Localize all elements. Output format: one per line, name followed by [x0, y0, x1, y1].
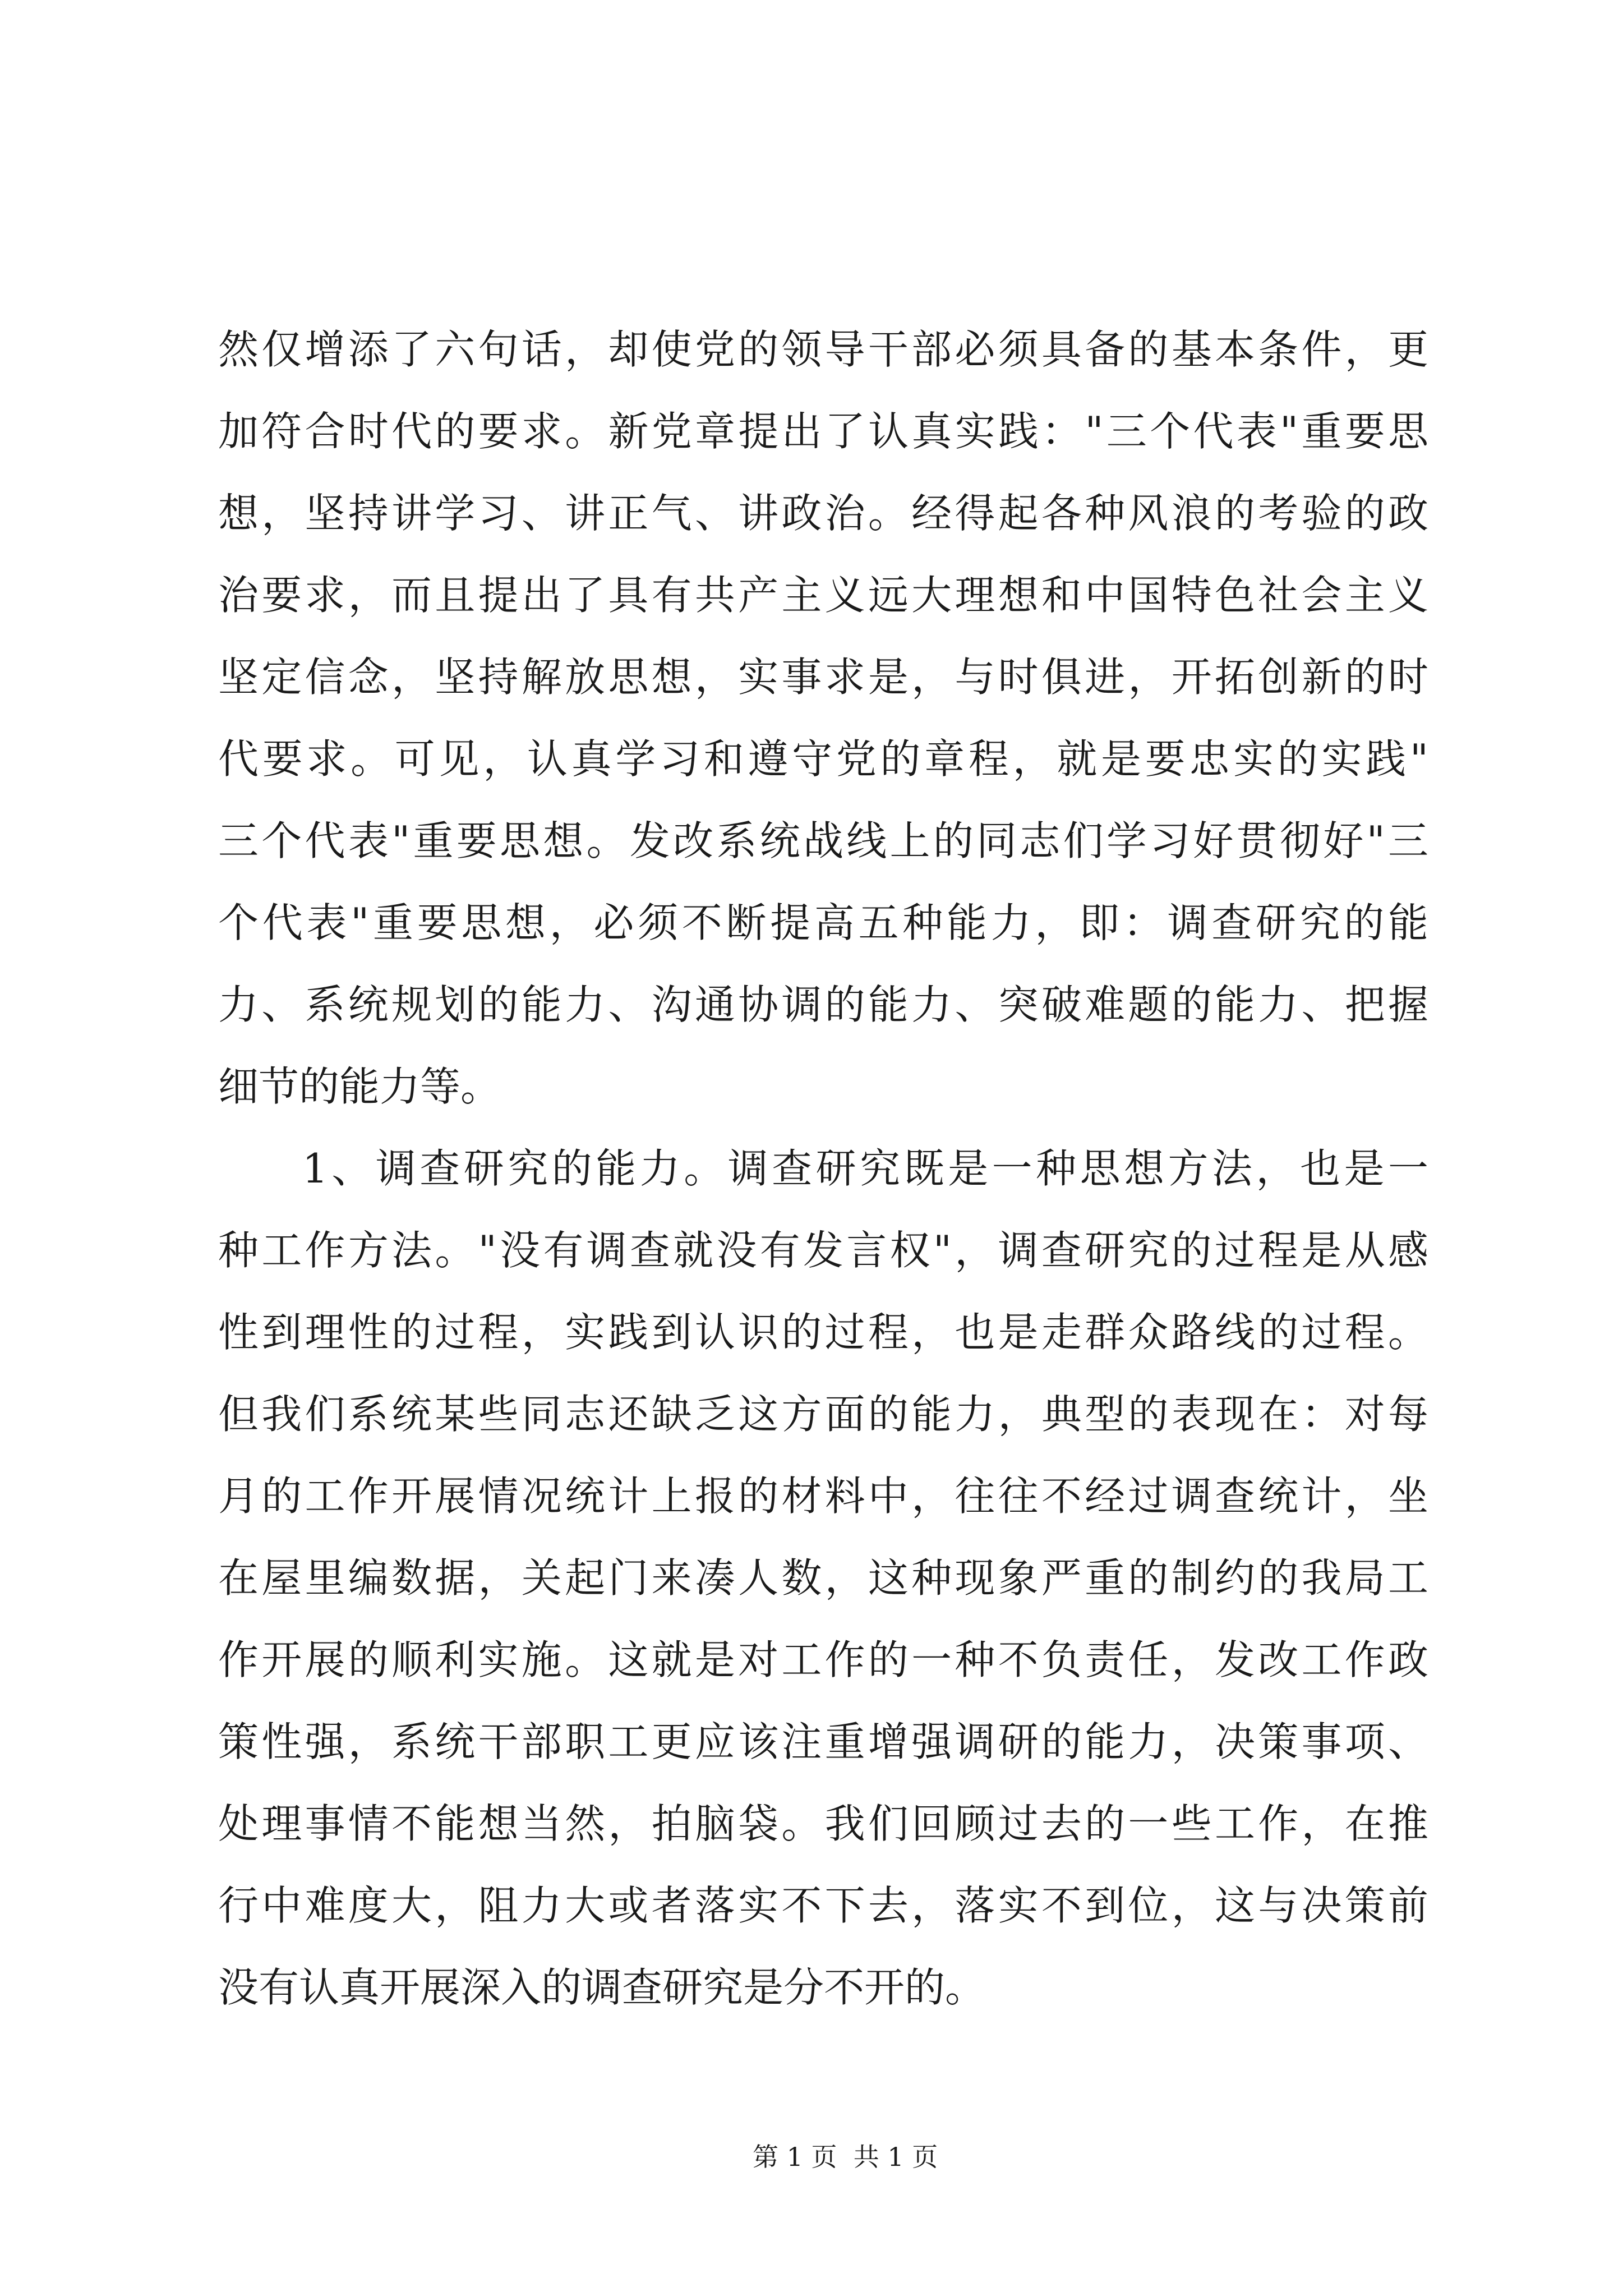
document-body: [218, 309, 1428, 2028]
text-line: 在屋里编数据，关起门来凑人数，这种现象严重的制约的我局工: [218, 1554, 1428, 1602]
paragraph-1: [218, 309, 1428, 1128]
text-line: 加符合时代的要求。新党章提出了认真实践："三个代表"重要思: [218, 408, 1428, 455]
text-line: 策性强，系统干部职工更应该注重增强调研的能力，决策事项、: [218, 1718, 1428, 1765]
page-footer: 第 1 页 共 1 页: [753, 2142, 938, 2172]
text-line: 然仅增添了六句话，却使党的领导干部必须具备的基本条件，更: [218, 326, 1428, 373]
text-line: 个代表"重要思想，必须不断提高五种能力，即：调查研究的能: [218, 899, 1428, 946]
text-line: 月的工作开展情况统计上报的材料中，往往不经过调查统计，坐: [218, 1473, 1428, 1520]
text-line: 处理事情不能想当然，拍脑袋。我们回顾过去的一些工作，在推: [218, 1800, 1428, 1847]
paragraph-2: [218, 1128, 1428, 2028]
text-line: 没有认真开展深入的调查研究是分不开的。: [218, 1964, 986, 2011]
text-line: 但我们系统某些同志还缺乏这方面的能力，典型的表现在：对每: [218, 1391, 1428, 1438]
text-line: 种工作方法。"没有调查就没有发言权"，调查研究的过程是从感: [218, 1227, 1428, 1274]
text-line: 性到理性的过程，实践到认识的过程，也是走群众路线的过程。: [218, 1309, 1428, 1356]
text-line: 代要求。可见，认真学习和遵守党的章程，就是要忠实的实践": [218, 735, 1428, 783]
text-line: 行中难度大，阻力大或者落实不下去，落实不到位，这与决策前: [218, 1882, 1428, 1929]
text-line: 细节的能力等。: [218, 1063, 501, 1110]
text-line: 治要求，而且提出了具有共产主义远大理想和中国特色社会主义: [218, 572, 1428, 619]
text-line: 力、系统规划的能力、沟通协调的能力、突破难题的能力、把握: [218, 981, 1428, 1028]
text-line: 三个代表"重要思想。发改系统战线上的同志们学习好贯彻好"三: [218, 817, 1428, 864]
text-line: 1、调查研究的能力。调查研究既是一种思想方法，也是一: [302, 1145, 1428, 1192]
text-line: 坚定信念，坚持解放思想，实事求是，与时俱进，开拓创新的时: [218, 654, 1428, 701]
text-line: 作开展的顺利实施。这就是对工作的一种不负责任，发改工作政: [218, 1636, 1428, 1683]
text-line: 想，坚持讲学习、讲正气、讲政治。经得起各种风浪的考验的政: [218, 490, 1428, 537]
